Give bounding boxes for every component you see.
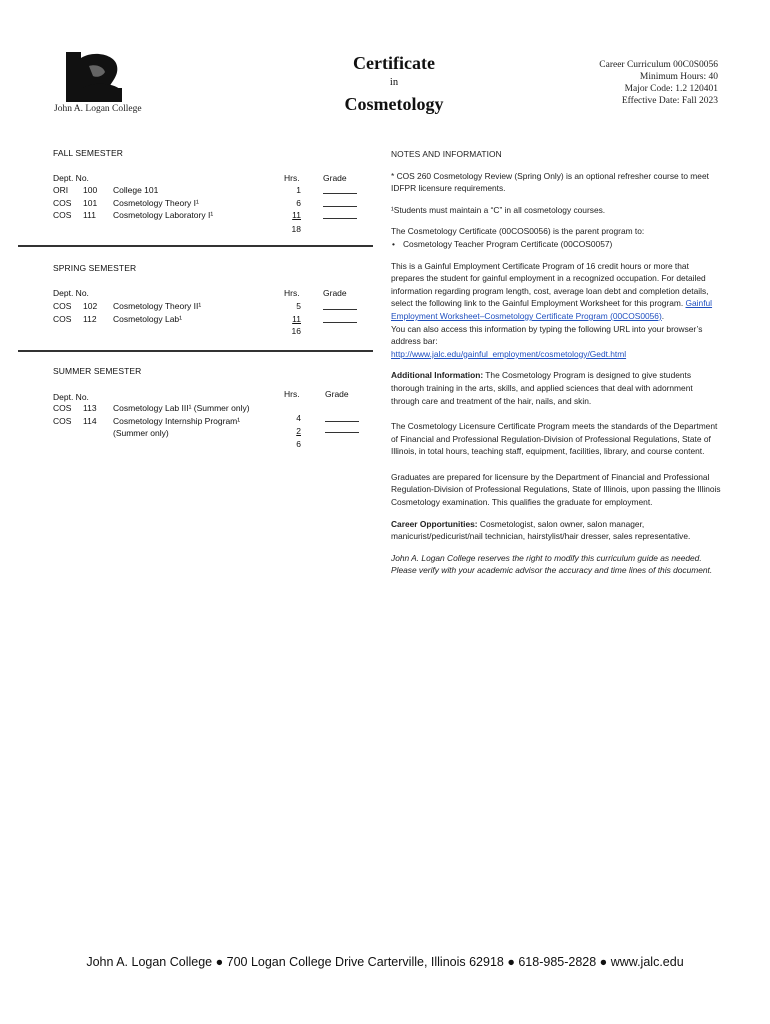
- course-row: [53, 185, 373, 197]
- course-number: 101: [83, 198, 98, 208]
- fall-semester-title: FALL SEMESTER: [53, 148, 123, 158]
- title-program: Cosmetology: [344, 94, 444, 114]
- note-parent-intro: The Cosmetology Certificate (00COS0056) is the parent program to:: [391, 226, 645, 237]
- course-hours: 11: [292, 314, 301, 324]
- course-number: 102: [83, 301, 98, 311]
- grade-blank: [323, 314, 357, 323]
- dept-no-header: Dept. No.: [53, 392, 89, 402]
- course-dept: COS: [53, 403, 72, 413]
- note-cos260: * COS 260 Cosmetology Review (Spring Only) is an optional refresher course to meet IDFPR licensure requirements.: [391, 170, 709, 194]
- summer-semester: [18, 366, 373, 456]
- course-dept: COS: [53, 416, 72, 426]
- notes-section: [391, 148, 721, 586]
- logo-caption: John A. Logan College: [54, 104, 142, 114]
- course-hours: 1: [296, 185, 301, 195]
- gainful-text: This is a Gainful Employment Certificate Program of 16 credit hours or more that prepares the student for gainful employment in a recognized occupation. For detailed information regarding program length, cost, average loan debt and completion details, select the following link to the Gainful Employment Worksheet for this program.: [391, 260, 709, 309]
- note-licensure: The Cosmetology Licensure Certificate Program meets the standards of the Department of Financial and Professional Regulation-Division of Professional Regulations, State of Illinois, in total hours, teaching staff, equipment, facilities, library, and course content.: [391, 421, 718, 457]
- grade-blank: [325, 424, 359, 433]
- grade-blank: [323, 198, 357, 207]
- note-additional: [391, 369, 721, 407]
- summer-total-hours: 6: [296, 439, 301, 449]
- note-disclaimer: John A. Logan College reserves the right to modify this curriculum guide as needed. Please verify with your academic advisor the accuracy and time lines of this document.: [391, 552, 713, 576]
- document-title: [315, 52, 473, 115]
- notes-title: NOTES AND INFORMATION: [391, 149, 502, 159]
- course-hours: 11: [292, 210, 301, 220]
- spring-total-hours: 16: [291, 326, 301, 336]
- note-parent-bullet: • Cosmetology Teacher Program Certificate (00COS0057): [391, 238, 721, 251]
- gainful-period: .: [661, 310, 665, 321]
- hrs-header: Hrs.: [284, 288, 300, 298]
- additional-label: Additional Information:: [391, 370, 484, 381]
- course-dept: COS: [53, 314, 72, 324]
- dept-no-header: Dept. No.: [53, 173, 89, 183]
- course-row: [53, 301, 373, 313]
- course-number: 112: [83, 314, 97, 324]
- career-label: Career Opportunities:: [391, 518, 478, 529]
- section-divider: [18, 350, 373, 352]
- course-dept: COS: [53, 210, 72, 220]
- course-row: [53, 314, 373, 326]
- course-hours: 4: [296, 413, 301, 423]
- minimum-hours: Minimum Hours: 40: [639, 72, 718, 82]
- summer-semester-title: SUMMER SEMESTER: [53, 366, 142, 376]
- note-url-intro: You can also access this information by typing the following URL into your browser’s address bar:: [391, 323, 703, 347]
- course-name-note: (Summer only): [113, 428, 169, 438]
- fall-semester: [18, 148, 373, 238]
- course-name: Cosmetology Theory II¹: [113, 301, 202, 311]
- gainful-worksheet-link[interactable]: Gainful Employment Worksheet–Cosmetology Certificate Program (00COS0056): [391, 298, 713, 321]
- note-graduates: Graduates are prepared for licensure by the Department of Financial and Professional Regulation-Division of Professional Regulations, State of Illinois, upon passing the Illinois Cosmetology examination. This qualifies the graduate for employment.: [391, 471, 721, 508]
- career-curriculum: Career Curriculum 00C0S0056: [599, 60, 718, 70]
- grade-blank: [323, 185, 357, 194]
- grade-blank: [323, 301, 357, 310]
- course-number: 114: [83, 416, 97, 426]
- gainful-url-link[interactable]: http://www.jalc.edu/gainful_employment/cosmetology/Gedt.html: [391, 348, 627, 359]
- course-row: [53, 210, 373, 222]
- course-hours: 6: [296, 198, 301, 208]
- course-dept: ORI: [53, 185, 69, 195]
- course-hours: 2: [296, 426, 301, 436]
- effective-date: Effective Date: Fall 2023: [621, 96, 718, 106]
- spring-semester-title: SPRING SEMESTER: [53, 263, 137, 273]
- grade-blank: [323, 210, 357, 219]
- course-number: 113: [83, 403, 97, 413]
- course-row: [53, 198, 373, 210]
- career-text: Cosmetologist, salon owner, salon manager, manicurist/pedicurist/nail technician, hairstylist/hair dresser, sales representative.: [391, 518, 691, 542]
- course-dept: COS: [53, 301, 72, 311]
- hrs-header: Hrs.: [284, 389, 300, 399]
- additional-text: The Cosmetology Program is designed to give students thorough training in the arts, skills, and applied sciences that deal with adornment through care and treatment of the hair, nails, and skin.: [391, 370, 693, 406]
- note-grade-requirement: ¹Students must maintain a “C” in all cosmetology courses.: [391, 204, 606, 215]
- course-name: Cosmetology Internship Program¹: [113, 416, 241, 426]
- course-name: Cosmetology Lab III¹ (Summer only): [113, 403, 250, 413]
- spring-semester: [18, 263, 373, 343]
- footer-contact: John A. Logan College ● 700 Logan College Drive Carterville, Illinois 62918 ● 618-985-2828 ● www.jalc.edu: [86, 955, 684, 969]
- note-gainful: [391, 260, 721, 323]
- course-name: College 101: [113, 185, 159, 195]
- fall-total-hours: 18: [291, 224, 301, 234]
- course-name: Cosmetology Laboratory I¹: [113, 210, 214, 220]
- section-divider: [18, 245, 373, 247]
- course-number: 111: [83, 210, 96, 220]
- grade-header: Grade: [325, 389, 349, 399]
- course-number: 100: [83, 185, 98, 195]
- grade-header: Grade: [323, 288, 347, 298]
- title-in: in: [389, 77, 399, 88]
- course-dept: COS: [53, 198, 72, 208]
- hrs-header: Hrs.: [284, 173, 300, 183]
- note-career: [391, 518, 721, 543]
- course-row: [53, 428, 373, 440]
- course-name: Cosmetology Theory I¹: [113, 198, 199, 208]
- major-code: Major Code: 1.2 120401: [624, 84, 718, 94]
- grade-header: Grade: [323, 173, 347, 183]
- career-info: [599, 59, 718, 107]
- dept-no-header: Dept. No.: [53, 288, 89, 298]
- course-name: Cosmetology Lab¹: [113, 314, 182, 324]
- course-hours: 5: [296, 301, 301, 311]
- title-certificate: Certificate: [353, 53, 435, 73]
